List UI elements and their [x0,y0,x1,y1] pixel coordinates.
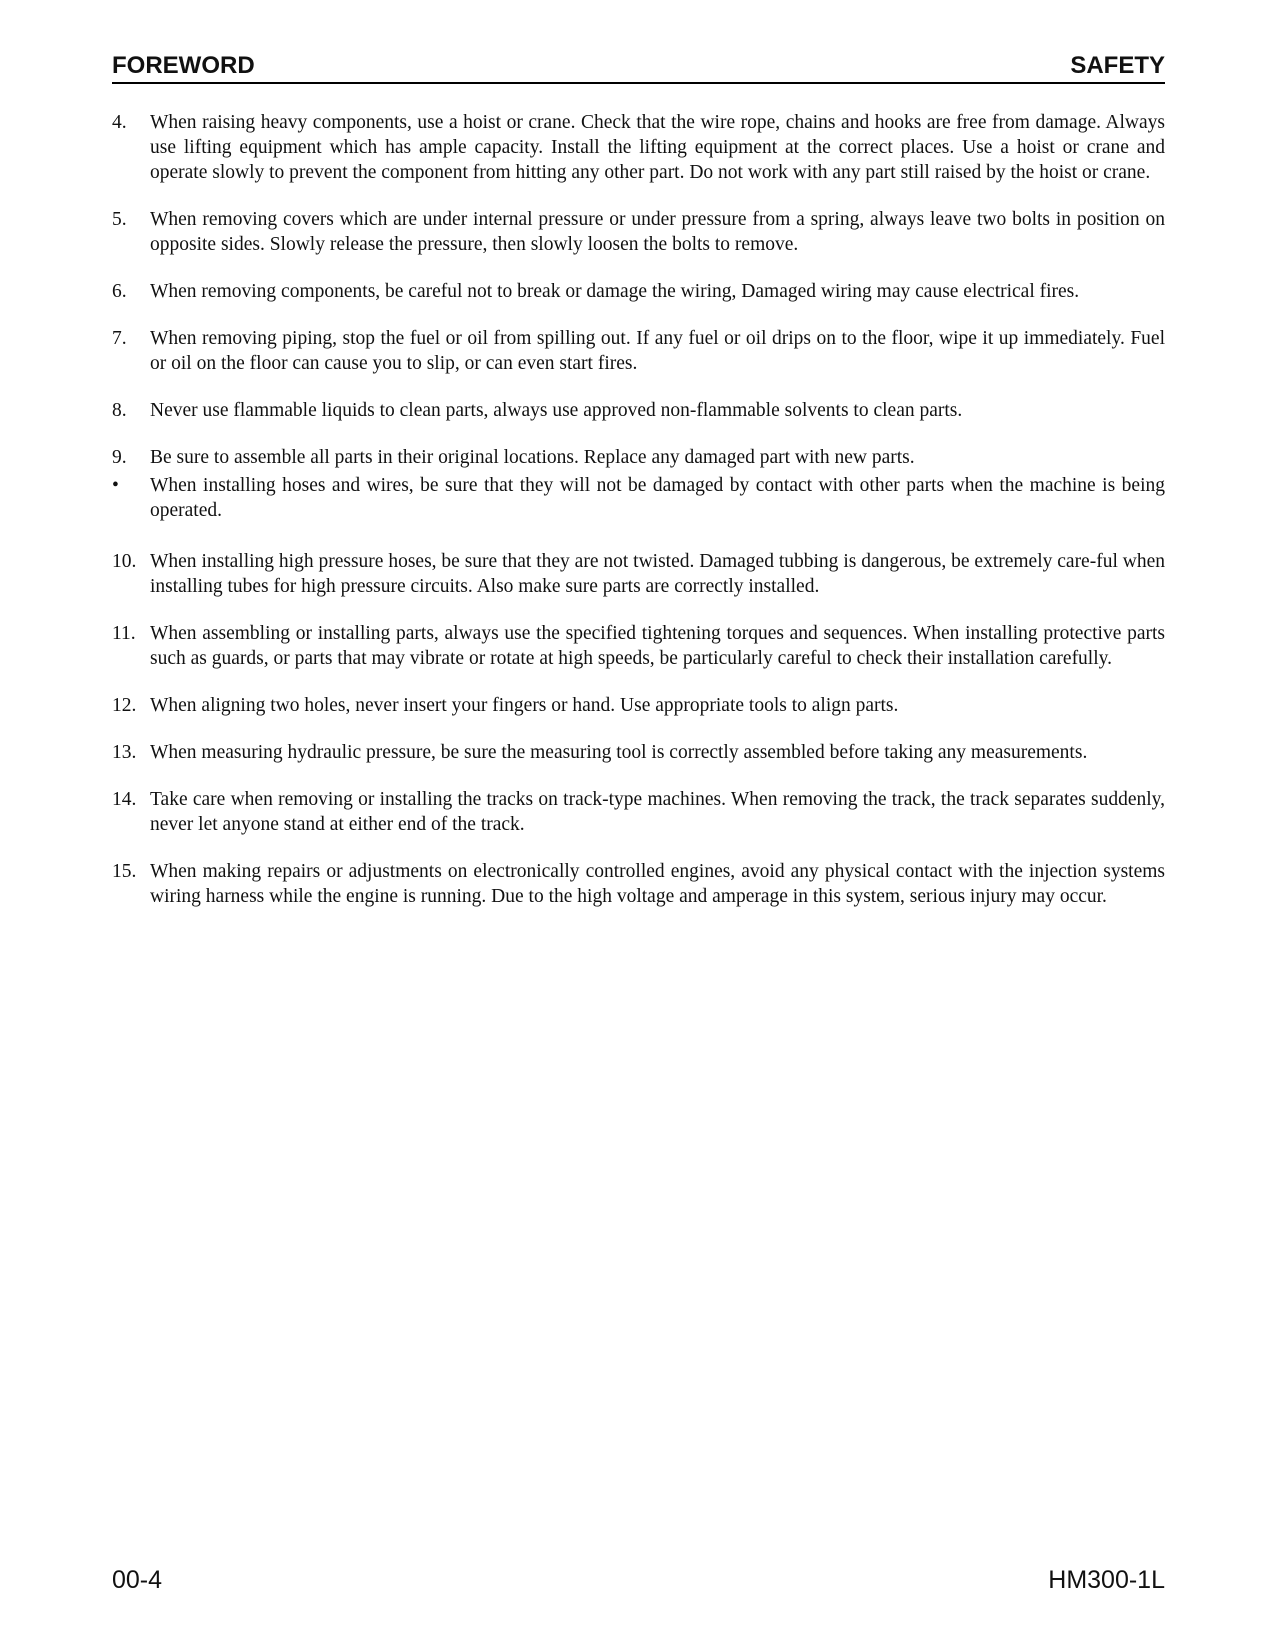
list-item [112,549,1165,599]
list-item-number: 15. [112,861,137,882]
list-item [112,859,1165,909]
list-item [112,398,1165,423]
list-item-text: When installing high pressure hoses, be sure that they are not twisted. Damaged tubbing is dangerous, be extremely care-ful when installing tubes for high pressure circuits. Also make sure parts are correctly installed. [150,551,1165,597]
list-item-number: 10. [112,551,137,572]
page-header [112,52,1165,84]
list-item-number: 7. [112,328,127,349]
list-item-text: Be sure to assemble all parts in their original locations. Replace any damaged part with new parts. [150,447,915,468]
list-item-number: 4. [112,112,127,133]
list-item [112,110,1165,185]
list-item [112,207,1165,257]
page-number: 00-4 [112,1566,163,1594]
list-item-text: When raising heavy components, use a hoist or crane. Check that the wire rope, chains and hooks are free from damage. Always use lifting equipment which has ample capacity. Install the lifting equipment at the correct places. Use a hoist or crane and operate slowly to prevent the component from hitting any other part. Do not work with any part still raised by the hoist or crane. [150,112,1165,183]
header-section-title: FOREWORD [112,52,255,79]
bullet-icon: • [112,475,119,496]
list-item-number: 14. [112,789,137,810]
list-item-text: When measuring hydraulic pressure, be sure the measuring tool is correctly assembled before taking any measurements. [150,742,1088,763]
header-chapter-title: SAFETY [1070,52,1165,79]
list-item [112,693,1165,718]
list-item-number: 11. [112,623,136,644]
list-item [112,326,1165,376]
list-item [112,787,1165,837]
list-item-text: When assembling or installing parts, always use the specified tightening torques and sequences. When installing protective parts such as guards, or parts that may vibrate or rotate at high speeds, be particularly careful to check their installation carefully. [150,623,1165,669]
list-item [112,279,1165,304]
list-item [112,740,1165,765]
list-item-bullet [112,473,1165,523]
list-item-number: 5. [112,209,127,230]
list-item-text: When installing hoses and wires, be sure that they will not be damaged by contact with other parts when the machine is being operated. [150,475,1165,521]
list-item-text: When aligning two holes, never insert your fingers or hand. Use appropriate tools to align parts. [150,695,899,716]
list-item-number: 12. [112,695,137,716]
list-item-text: Take care when removing or installing the tracks on track-type machines. When removing the track, the track separates suddenly, never let anyone stand at either end of the track. [150,789,1165,835]
list-item-number: 8. [112,400,127,421]
list-item [112,621,1165,671]
safety-list [112,110,1165,909]
list-item-text: When removing components, be careful not to break or damage the wiring, Damaged wiring may cause electrical fires. [150,281,1080,302]
list-item-number: 13. [112,742,137,763]
list-item-text: Never use flammable liquids to clean parts, always use approved non-flammable solvents to clean parts. [150,400,963,421]
list-item-number: 9. [112,447,127,468]
list-item-text: When removing piping, stop the fuel or oil from spilling out. If any fuel or oil drips on to the floor, wipe it up immediately. Fuel or oil on the floor can cause you to slip, or can even start fires. [150,328,1165,374]
list-item-text: When removing covers which are under internal pressure or under pressure from a spring, always leave two bolts in position on opposite sides. Slowly release the pressure, then slowly loosen the bolts to remove. [150,209,1165,255]
list-item [112,445,1165,470]
list-item-text: When making repairs or adjustments on electronically controlled engines, avoid any physical contact with the injection systems wiring harness while the engine is running. Due to the high voltage and amperage in this system, serious injury may occur. [150,861,1165,907]
list-item-number: 6. [112,281,127,302]
page-footer [112,1565,1165,1595]
model-number: HM300-1L [1048,1566,1165,1594]
